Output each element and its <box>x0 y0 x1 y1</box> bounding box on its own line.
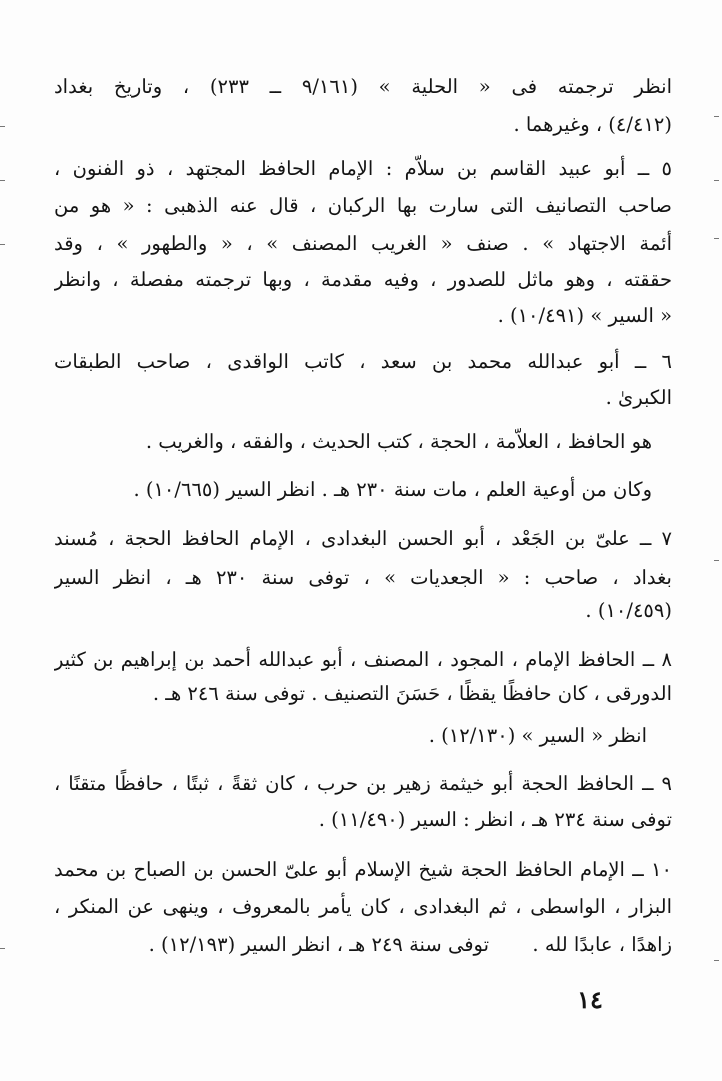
text-line: البزار ، الواسطى ، ثم البغدادى ، كان يأمر بالمعروف ، وينهى عن المنكر ، <box>54 895 672 918</box>
text-line: (١٠/٤٥٩) . <box>585 599 672 622</box>
text-line: بغداد ، صاحب : « الجعديات » ، توفى سنة ٢٣٠ هـ ، انظر السير <box>54 566 672 589</box>
scan-mark <box>0 948 5 949</box>
text-line: ١٠ ــ الإمام الحافظ الحجة شيخ الإسلام أبو علىّ الحسن بن الصباح بن محمد <box>54 858 672 881</box>
text-line: « السير » (١٠/٤٩١) . <box>497 304 672 327</box>
text-line: ٥ ــ أبو عبيد القاسم بن سلاّم : الإمام الحافظ المجتهد ، ذو الفنون ، <box>54 157 672 180</box>
scan-mark <box>714 238 719 239</box>
text-line: انظر « السير » (١٢/١٣٠) . <box>428 724 647 747</box>
scan-mark <box>0 244 5 245</box>
text-line: زاهدًا ، عابدًا لله . توفى سنة ٢٤٩ هـ ، انظر السير (١٢/١٩٣) . <box>148 933 672 956</box>
text-line: الدورقى ، كان حافظًا يقظًا ، حَسَنَ التصنيف . توفى سنة ٢٤٦ هـ . <box>152 682 672 705</box>
text-line: صاحب التصانيف التى سارت بها الركبان ، قال عنه الذهبى : « هو من <box>54 194 672 217</box>
text-line: ٨ ــ الحافظ الإمام ، المجود ، المصنف ، أبو عبدالله أحمد بن إبراهيم بن كثير <box>54 648 672 671</box>
text-line: ٩ ــ الحافظ الحجة أبو خيثمة زهير بن حرب ، كان ثقةً ، ثبتًا ، حافظًا متقنًا ، <box>54 772 672 795</box>
text-line: (٤/٤١٢) ، وغيرهما . <box>513 113 672 136</box>
text-line: حققته ، وهو ماثل للصدور ، وفيه مقدمة ، وبها ترجمته مفصلة ، وانظر <box>54 268 672 291</box>
scan-mark <box>0 126 5 127</box>
page-number: ١٤ <box>577 985 603 1014</box>
scan-mark <box>714 560 719 561</box>
scan-mark <box>0 180 5 181</box>
text-line: توفى سنة ٢٣٤ هـ ، انظر : السير (١١/٤٩٠) . <box>318 808 672 831</box>
text-line: هو الحافظ ، العلاّمة ، الحجة ، كتب الحديث ، والفقه ، والغريب . <box>145 430 652 453</box>
scan-mark <box>714 116 719 117</box>
text-line: ٧ ــ علىّ بن الجَعْد ، أبو الحسن البغدادى ، الإمام الحافظ الحجة ، مُسند <box>54 527 672 550</box>
text-line: الكبرىٰ . <box>605 386 672 409</box>
text-line: وكان من أوعية العلم ، مات سنة ٢٣٠ هـ . انظر السير (١٠/٦٦٥) . <box>133 478 652 501</box>
text-line: انظر ترجمته فى « الحلية » (٩/١٦١ ــ ٢٣٣) ، وتاريخ بغداد <box>54 75 672 98</box>
scan-mark <box>714 180 719 181</box>
scan-mark <box>714 960 719 961</box>
text-line: أئمة الاجتهاد » . صنف « الغريب المصنف » ، « والطهور » ، وقد <box>54 232 672 255</box>
text-line: ٦ ــ أبو عبدالله محمد بن سعد ، كاتب الواقدى ، صاحب الطبقات <box>54 350 672 373</box>
